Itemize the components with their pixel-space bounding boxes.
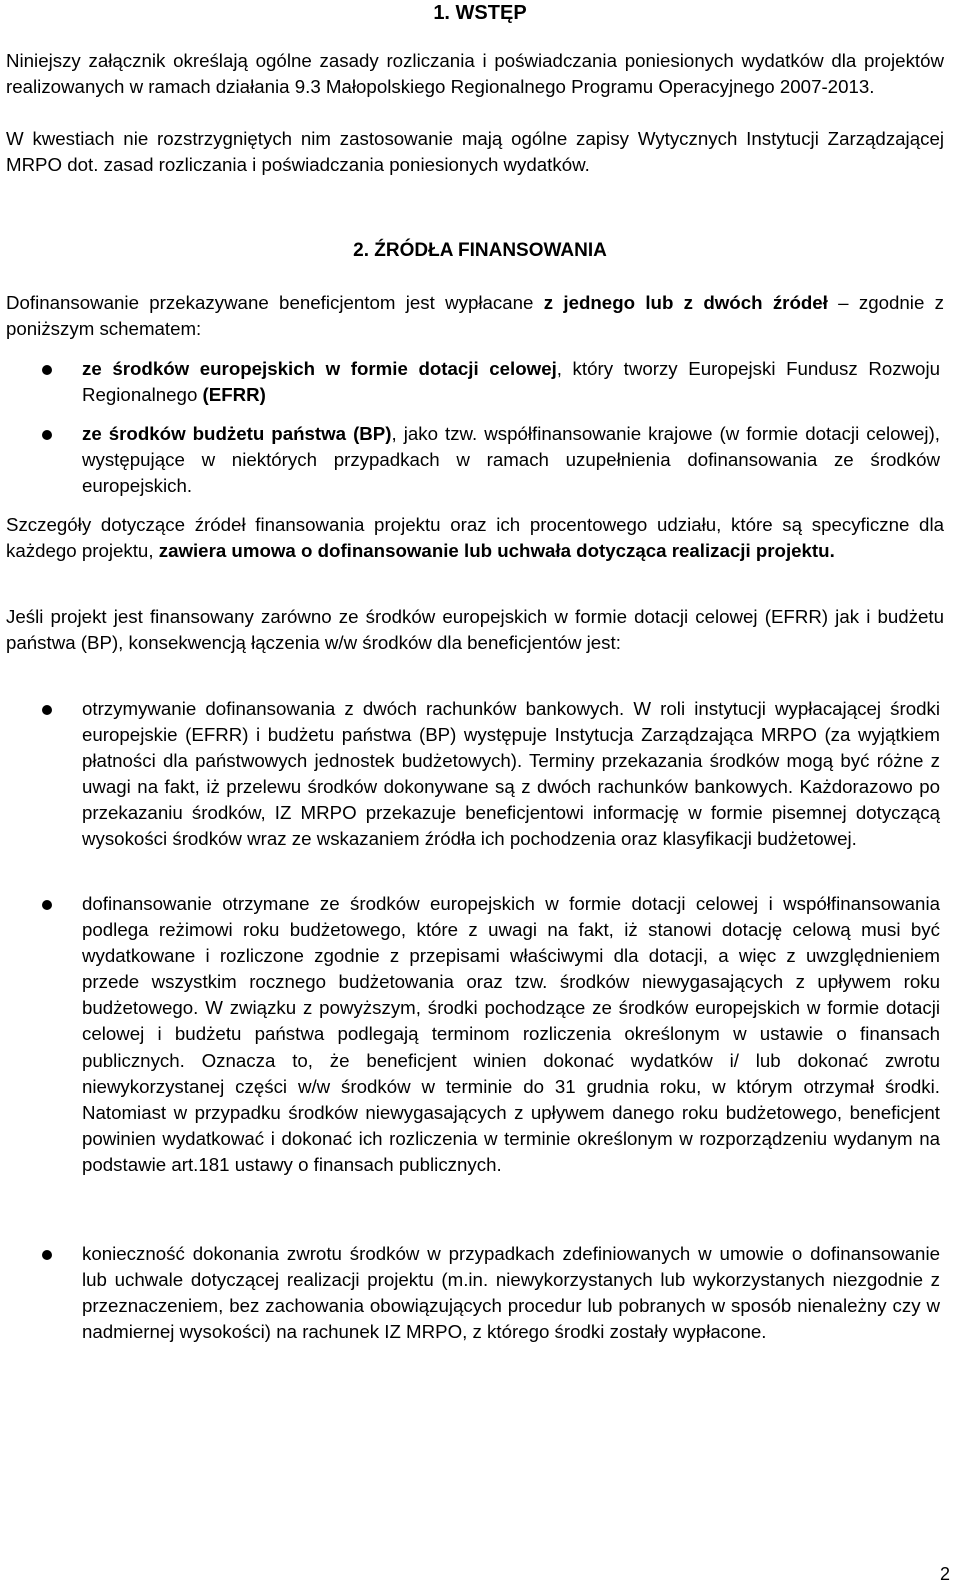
intro-paragraph: Niniejszy załącznik określają ogólne zasady rozliczania i poświadczania poniesionych wydatków dla projektów realizowanych w ramach działania 9.3 Małopolskiego Regionalnego Programu Operacyjnego 2007-2013. <box>6 50 944 98</box>
bullet-icon <box>42 365 52 375</box>
bullet-icon <box>42 705 52 715</box>
funding-intro-paragraph: Dofinansowanie przekazywane beneficjentom jest wypłacane z jednego lub z dwóch źródeł – zgodnie z poniższym schematem: <box>6 292 944 340</box>
section-1-heading: 1. WSTĘP <box>433 2 527 24</box>
details-paragraph: Szczegóły dotyczące źródeł finansowania projektu oraz ich procentowego udziału, które są specyficzne dla każdego projektu, zawiera umowa o dofinansowanie lub uchwała dotycząca realizacji projektu. <box>6 514 944 562</box>
page-number: 2 <box>939 1564 950 1584</box>
scope-paragraph: W kwestiach nie rozstrzygniętych nim zastosowanie mają ogólne zapisy Wytycznych Instytucji Zarządzającej MRPO dot. zasad rozliczania i poświadczania poniesionych wydatków. <box>6 128 944 176</box>
document-page: 1. WSTĘP Niniejszy załącznik określają ogólne zasady rozliczania i poświadczania poniesionych wydatków dla projektów realizowanych w ramach działania 9.3 Małopolskiego Regionalnego Programu Operacyjnego 2007-2013. W kwestiach nie rozstrzygniętych nim zastosowanie mają ogólne zapisy Wytycznych Instytucji Zarządzającej MRPO dot. zasad rozliczania i poświadczania poniesionych wydatków. 2. ŹRÓDŁA FINANSOWANIA Dofinansowanie przekazywane beneficjentom jest wypłacane z jednego lub z dwóch źródeł – zgodnie z poniższym schematem: ze środków europejskich w formie dotacji celowej, który tworzy Europejski Fundusz Rozwoju Regionalnego (EFRR) ze środków budżetu państwa (BP), jako tzw. współfinansowanie krajowe (w formie dotacji celowej), występujące w niektórych przypadkach w ramach uzupełnienia dofinansowania ze środków europejskich. Szczegóły dotyczące źródeł finansowania projektu oraz ich procentowego udziału, które są specyficzne dla każdego projektu, zawiera umowa o dofinansowanie lub uchwała dotycząca realizacji projektu. Jeśli projekt jest finansowany zarówno ze środków europejskich w formie dotacji celowej (EFRR) jak i budżetu państwa (BP), konsekwencją łączenia w/w środków dla beneficjentów jest: otrzymywanie dofinansowania z dwóch rachunków bankowych. W roli instytucji wypłacającej środki europejskie (EFRR) i budżetu państwa (BP) występuje Instytucja Zarządzająca MRPO (za wyjątkiem płatności dla państwowych jednostek budżetowych). Terminy przekazania środków mogą być różne z uwagi na fakt, iż przelewu środków dokonywane są z dwóch rachunków bankowych. Każdorazowo po przekazaniu środków, IZ MRPO przekazuje beneficjentowi informację w formie pisemnej dotyczącą wysokości środków wraz ze wskazaniem źródła ich pochodzenia oraz klasyfikacji budżetowej. dofinansowanie otrzymane ze środków europejskich w formie dotacji celowej i współfinansowania podlega reżimowi roku budżetowego, które z uwagi na fakt, iż stanowi dotację celową musi być wydatkowane i rozliczone zgodnie z przepisami właściwymi dla dotacji, a więc z uwzględnieniem przede wszystkim rocznego budżetowania oraz tzw. środków niewygasających z upływem roku budżetowego. W związku z powyższym, środki pochodzące ze środków europejskich w formie dotacji celowej i budżetu państwa podlegają terminom rozliczenia określonym w ustawie o finansach publicznych. Oznacza to, że beneficjent winien dokonać wydatków i/ lub dokonać zwrotu niewykorzystanej części w/w środków w terminie do 31 grudnia roku, w którym otrzymał środki. Natomiast w przypadku środków niewygasających z upływem danego roku budżetowego, beneficjent powinien wydatkować i dokonać ich rozliczenia w terminie określonym w rozporządzeniu wydanym na podstawie art.181 ustawy o finansach publicznych. konieczność dokonania zwrotu środków w przypadkach zdefiniowanych w umowie o dofinansowanie lub uchwale dotyczącej realizacji projektu (m.in. niewykorzystanych lub wykorzystanych niezgodnie z przeznaczeniem, bez zachowania obowiązujących procedur lub pobranych w sposób nienależny czy w nadmiernej wysokości) na rachunek IZ MRPO, z którego środki zostały wypłacone. 2 <box>0 0 960 1593</box>
section-2-heading: 2. ŹRÓDŁA FINANSOWANIA <box>353 240 607 261</box>
bullet-icon <box>42 430 52 440</box>
both-sources-paragraph: Jeśli projekt jest finansowany zarówno ze środków europejskich w formie dotacji celowej (EFRR) jak i budżetu państwa (BP), konsekwencją łączenia w/w środków dla beneficjentów jest: <box>6 606 944 654</box>
bullet-icon <box>42 1250 52 1260</box>
bullet-icon <box>42 900 52 910</box>
